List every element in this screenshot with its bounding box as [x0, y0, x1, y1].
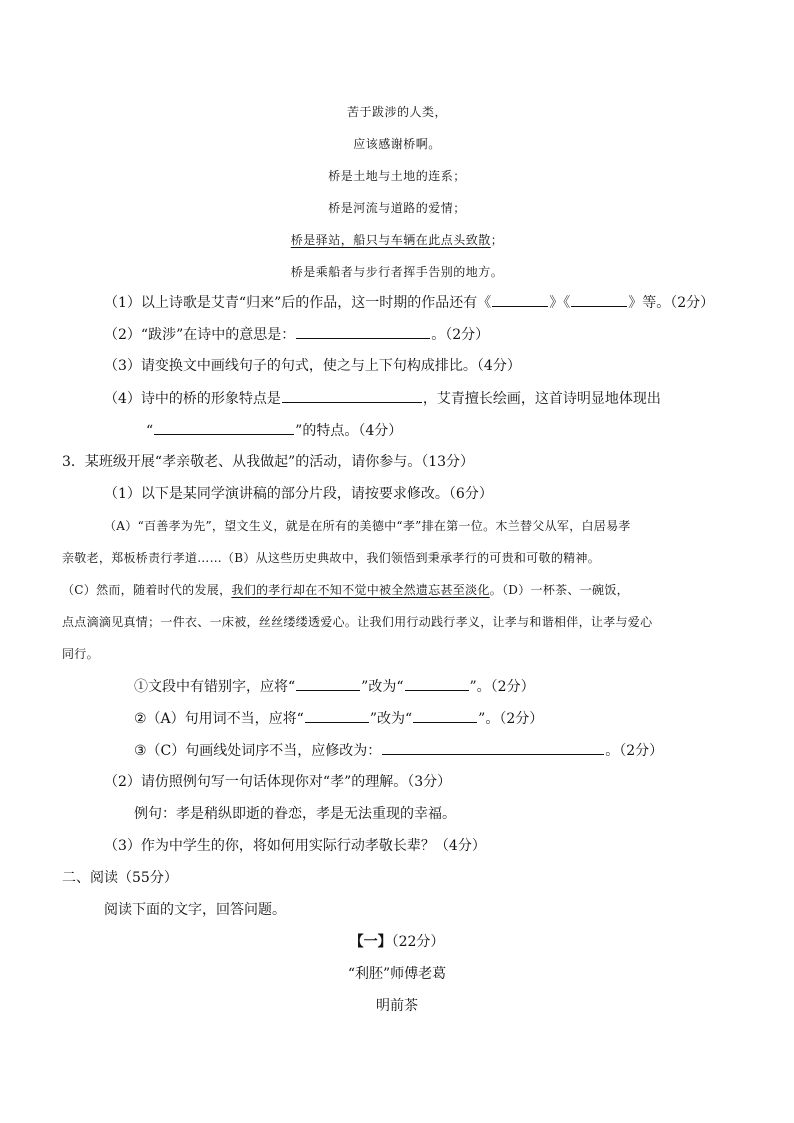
q3-sub-1: ①文段中有错别字，应将“ ”改为“ ”。（2分） — [134, 676, 535, 697]
q2-item-2: （2）“跋涉”在诗中的意思是： 。（2分） — [104, 324, 489, 345]
reading-part-heading — [0, 932, 794, 952]
article-title: “利胚”师傅老葛 — [347, 966, 447, 982]
q3-sub-3: ③（C）句画线处词序不当，应修改为： 。（2分） — [134, 740, 663, 761]
q2-item-1: （1）以上诗歌是艾青“归来”后的作品，这一时期的作品还有《 》《 》等。（2分） — [104, 292, 714, 313]
q3-example: 例句：孝是稍纵即逝的眷恋，孝是无法重现的幸福。 — [134, 806, 456, 822]
answer-blank[interactable] — [282, 388, 422, 403]
q3-sub-2: ②（A）句用词不当，应将“ ”改为“ ”。（2分） — [134, 708, 543, 729]
q2-item-4: （4）诗中的桥的形象特点是 ，艾青擅长绘画，这首诗明显地体现出 — [104, 388, 661, 409]
answer-blank[interactable] — [413, 708, 477, 723]
speech-para-line-4: 点点滴滴见真情；一件衣、一床被，丝丝缕缕透爱心。让我们用行动践行孝义，让孝与和谐相伴，让孝与爱心 — [62, 615, 653, 629]
answer-blank[interactable] — [296, 324, 430, 339]
speech-underlined-clause: 我们的孝行却在不知不觉中被全然遗忘甚至淡化 — [231, 583, 490, 597]
answer-blank[interactable] — [405, 676, 469, 691]
q3-item-1: （1）以下是某同学演讲稿的部分片段，请按要求修改。（6分） — [104, 486, 493, 502]
q3-item-3: （3）作为中学生的你，将如何用实际行动孝敬长辈？（4分） — [104, 838, 486, 854]
article-author: 明前茶 — [376, 998, 418, 1014]
poem-line-1: 苦于跋涉的人类， — [346, 105, 447, 119]
answer-blank[interactable] — [154, 420, 294, 435]
q3-title: 3．某班级开展“孝亲敬老、从我做起”的活动，请你参与。（13分） — [62, 454, 475, 470]
section-title: 二、阅读（55分） — [62, 870, 178, 886]
speech-para-line-1: （A）“百善孝为先”，望文生义，就是在所有的美德中“孝”排在第一位。木兰替父从军，白居易孝 — [104, 519, 631, 533]
q2-item-1-text: （1）以上诗歌是艾青“归来”后的作品，这一时期的作品还有《 — [104, 295, 492, 311]
part-points: （22分） — [391, 934, 445, 950]
poem-line-5-end: ； — [490, 233, 504, 247]
part-label: 【一】 — [349, 934, 392, 950]
answer-blank[interactable] — [571, 292, 627, 307]
poem-line-6: 桥是乘船者与步行者挥手告别的地方。 — [290, 265, 504, 279]
q2-item-3: （3）请变换文中画线句子的句式，使之与上下句构成排比。（4分） — [104, 358, 521, 374]
answer-blank[interactable] — [296, 676, 360, 691]
poem-line-2: 应该感谢桥啊。 — [353, 137, 441, 151]
speech-para-line-5: 同行。 — [62, 647, 99, 661]
answer-blank[interactable] — [492, 292, 548, 307]
poem-underlined-sentence: 桥是驿站，船只与车辆在此点头致散 — [290, 233, 491, 247]
poem-line-4: 桥是河流与道路的爱情； — [328, 201, 466, 215]
answer-blank[interactable] — [382, 740, 604, 755]
q2-item-4-cont: “ ”的特点。（4分） — [146, 420, 402, 441]
speech-para-line-2: 亲敬老，郑板桥责行孝道……（B）从这些历史典故中，我们领悟到秉承孝行的可贵和可敬的精神。 — [62, 551, 601, 565]
poem-line-3: 桥是土地与土地的连系； — [328, 169, 466, 183]
answer-blank[interactable] — [305, 708, 369, 723]
reading-instruction: 阅读下面的文字，回答问题。 — [104, 902, 286, 918]
speech-para-line-3: （C）然而，随着时代的发展，我们的孝行却在不知不觉中被全然遗忘甚至淡化。（D）一杯茶、一碗饭， — [62, 583, 629, 597]
q3-item-2: （2）请仿照例句写一句话体现你对“孝”的理解。（3分） — [104, 774, 452, 790]
poem-line-5 — [0, 230, 794, 250]
